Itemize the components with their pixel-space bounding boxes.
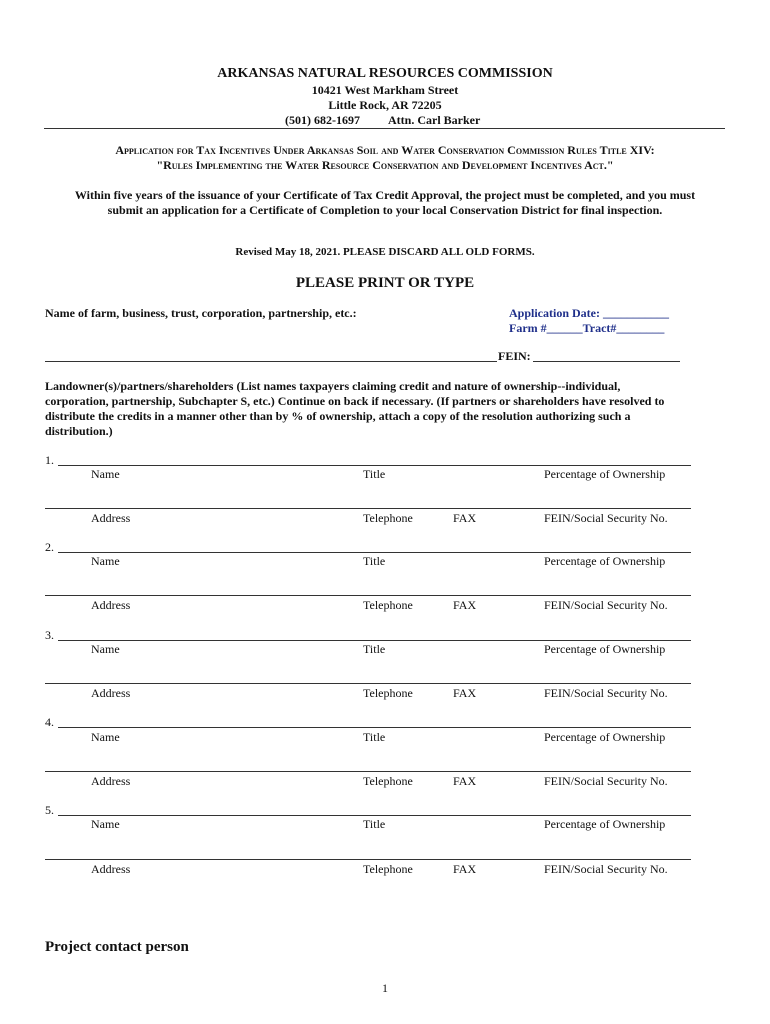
farm-name-input[interactable]	[45, 361, 497, 362]
fein-ssn-label: FEIN/Social Security No.	[544, 511, 668, 525]
notice-line1: Within five years of the issuance of your Certificate of Tax Credit Approval, the project must be completed, and you must	[74, 188, 696, 202]
name-label: Name	[91, 467, 120, 481]
org-name: ARKANSAS NATURAL RESOURCES COMMISSION	[217, 66, 553, 81]
application-date-field[interactable]: Application Date: ___________	[509, 306, 669, 320]
title-label: Title	[363, 554, 386, 568]
address-input[interactable]	[45, 508, 691, 509]
address-label: Address	[91, 862, 131, 876]
header-divider	[44, 128, 725, 129]
title-label: Title	[363, 730, 386, 744]
name-label: Name	[91, 642, 120, 656]
org-attn: Attn. Carl Barker	[388, 113, 481, 127]
landowners-line1: Landowner(s)/partners/shareholders (List names taxpayers claiming credit and nature of ownership--individual,	[45, 379, 621, 393]
percentage-label: Percentage of Ownership	[544, 730, 666, 744]
org-phone: (501) 682-1697	[285, 113, 360, 127]
title-label: Title	[363, 642, 386, 656]
address-label: Address	[91, 511, 131, 525]
notice-line2: submit an application for a Certificate of Completion to your local Conservation District for final inspection.	[107, 203, 663, 217]
fax-label: FAX	[453, 511, 477, 525]
name-label: Name	[91, 554, 120, 568]
title-label: Title	[363, 817, 386, 831]
fein-ssn-label: FEIN/Social Security No.	[544, 774, 668, 788]
address-label: Address	[91, 686, 131, 700]
org-street: 10421 West Markham Street	[311, 83, 459, 97]
percentage-label: Percentage of Ownership	[544, 642, 666, 656]
fax-label: FAX	[453, 686, 477, 700]
fein-ssn-label: FEIN/Social Security No.	[544, 686, 668, 700]
telephone-label: Telephone	[363, 598, 413, 612]
project-contact-heading: Project contact person	[45, 939, 189, 955]
fax-label: FAX	[453, 598, 477, 612]
fein-input[interactable]	[533, 361, 680, 362]
fax-label: FAX	[453, 862, 477, 876]
name-title-input[interactable]	[58, 465, 691, 466]
name-label: Name	[91, 817, 120, 831]
percentage-label: Percentage of Ownership	[544, 467, 666, 481]
name-label: Name	[91, 730, 120, 744]
name-title-input[interactable]	[58, 727, 691, 728]
fein-ssn-label: FEIN/Social Security No.	[544, 598, 668, 612]
telephone-label: Telephone	[363, 862, 413, 876]
address-input[interactable]	[45, 595, 691, 596]
farm-name-label: Name of farm, business, trust, corporation, partnership, etc.:	[45, 306, 357, 320]
farm-tract-field[interactable]: Farm #______Tract#________	[509, 321, 665, 335]
page-number: 1	[382, 981, 388, 995]
entry-number: 2.	[45, 540, 54, 554]
form-title-line1: Application for Tax Incentives Under Arkansas Soil and Water Conservation Commission Rules Title XIV:	[115, 143, 655, 157]
print-heading: PLEASE PRINT OR TYPE	[295, 275, 475, 291]
revised-notice: Revised May 18, 2021. PLEASE DISCARD ALL OLD FORMS.	[235, 246, 535, 258]
entry-number: 4.	[45, 715, 54, 729]
address-input[interactable]	[45, 683, 691, 684]
name-title-input[interactable]	[58, 552, 691, 553]
name-title-input[interactable]	[58, 815, 691, 816]
name-title-input[interactable]	[58, 640, 691, 641]
form-title-line2: "Rules Implementing the Water Resource Conservation and Development Incentives Act."	[156, 158, 614, 172]
telephone-label: Telephone	[363, 511, 413, 525]
fein-ssn-label: FEIN/Social Security No.	[544, 862, 668, 876]
entry-number: 1.	[45, 453, 54, 467]
entry-number: 3.	[45, 628, 54, 642]
fein-label: FEIN:	[498, 349, 531, 363]
org-city: Little Rock, AR 72205	[328, 98, 442, 112]
address-label: Address	[91, 774, 131, 788]
landowners-line2: corporation, partnership, Subchapter S, etc.) Continue on back if necessary. (If partners or shareholders have resolved to	[45, 394, 665, 408]
landowners-line3: distribute the credits in a manner other than by % of ownership, attach a copy of the resolution authorizing such a	[45, 409, 631, 423]
address-input[interactable]	[45, 859, 691, 860]
percentage-label: Percentage of Ownership	[544, 554, 666, 568]
fax-label: FAX	[453, 774, 477, 788]
entry-number: 5.	[45, 803, 54, 817]
telephone-label: Telephone	[363, 774, 413, 788]
percentage-label: Percentage of Ownership	[544, 817, 666, 831]
landowners-line4: distribution.)	[45, 424, 113, 438]
address-input[interactable]	[45, 771, 691, 772]
title-label: Title	[363, 467, 386, 481]
address-label: Address	[91, 598, 131, 612]
telephone-label: Telephone	[363, 686, 413, 700]
